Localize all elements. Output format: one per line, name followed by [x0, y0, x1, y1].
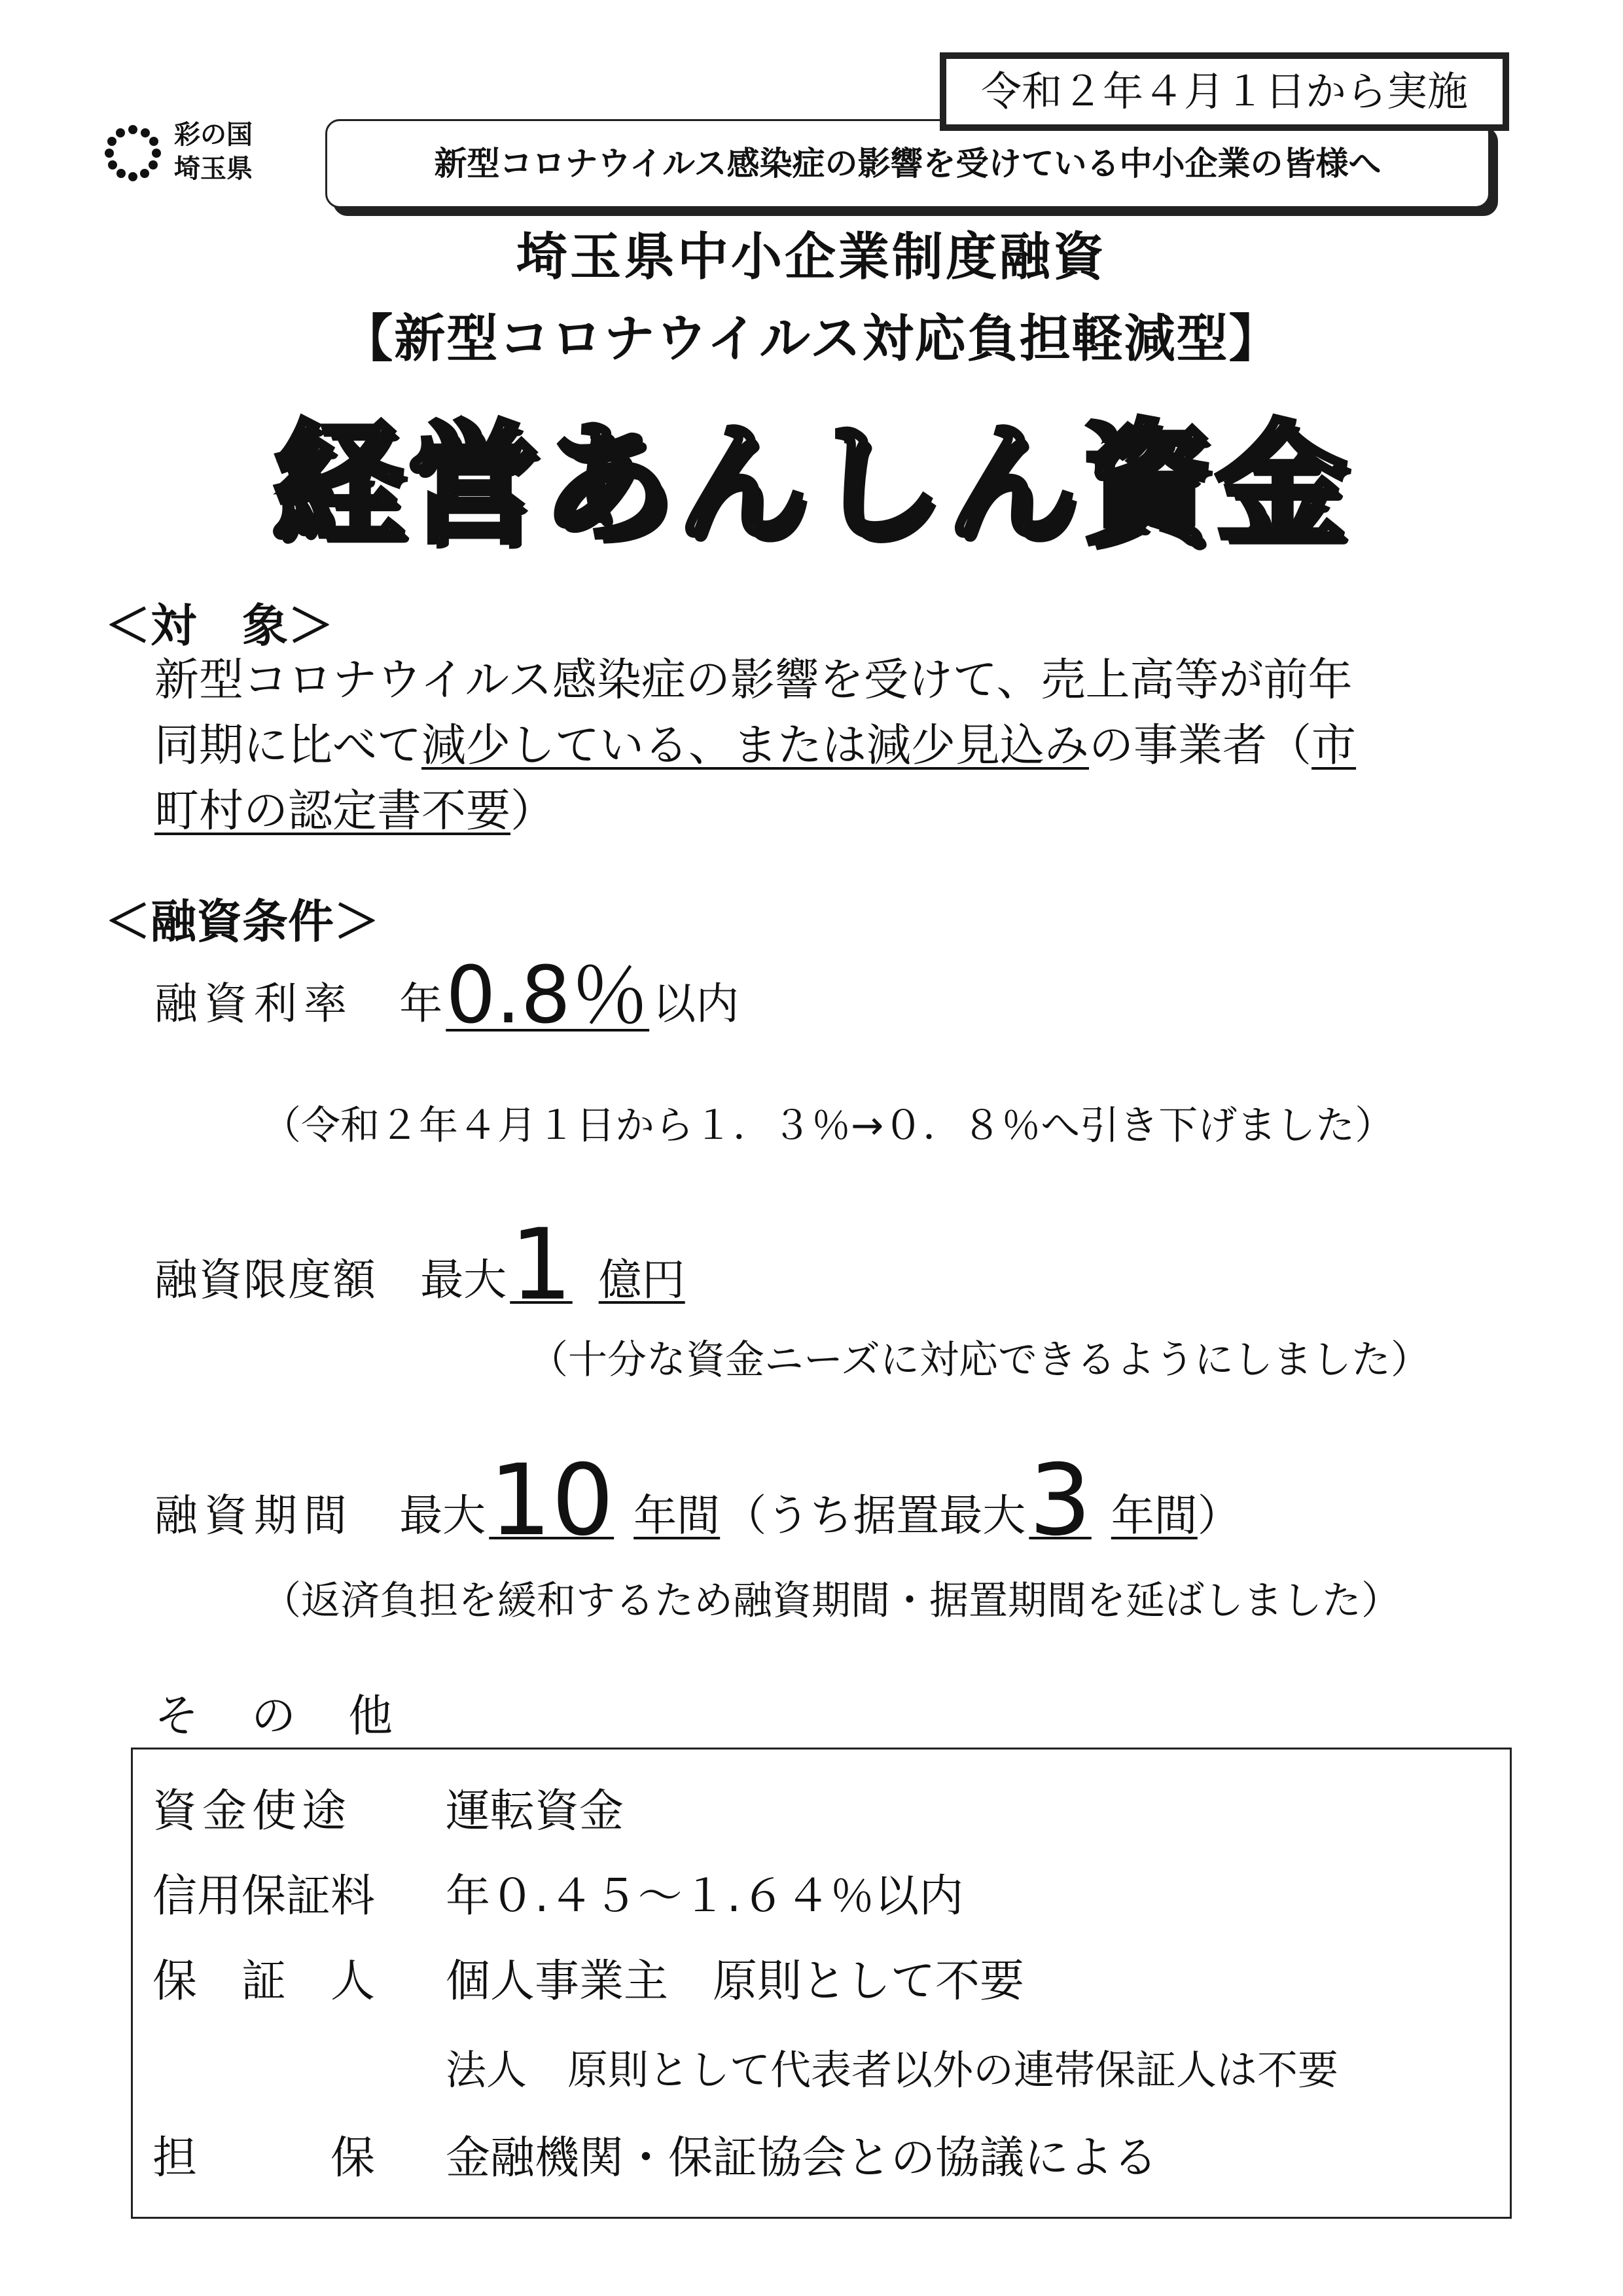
audience-banner: 新型コロナウイルス感染症の影響を受けている中小企業の皆様へ: [325, 119, 1490, 208]
target-text: の事業者（: [1089, 720, 1312, 772]
period-grace-amount: [1029, 1444, 1198, 1558]
period-unit: 年間: [633, 1490, 721, 1541]
limit-prefix: 最大: [420, 1255, 507, 1305]
period-grace-unit: 年間: [1111, 1490, 1198, 1541]
other-label: 保 証 人: [152, 1956, 376, 2007]
period-close: ）: [1197, 1490, 1241, 1541]
logo-line1: 彩の国: [174, 120, 253, 150]
limit-amount: [510, 1208, 685, 1322]
target-underlined-no-certificate: 市: [1311, 720, 1357, 772]
other-label: 信用保証料: [152, 1871, 376, 1922]
title-type: 【新型コロナウイルス対応負担軽減型】: [342, 310, 1281, 368]
period-grace-text: （うち据置最大: [723, 1490, 1026, 1541]
period-amount: [489, 1444, 721, 1558]
conditions-heading: ＜融資条件＞: [105, 895, 380, 948]
rate-suffix: 以内: [652, 978, 740, 1029]
rate-label: 融資利率: [154, 978, 353, 1029]
other-label: 資金使途: [152, 1785, 352, 1837]
target-underlined-decrease: 減少している、または減少見込み: [421, 720, 1090, 772]
other-terms-box: [131, 1748, 1512, 2219]
saitama-logo-icon: [103, 123, 162, 182]
rate-value: 0.8％: [446, 950, 650, 1041]
period-prefix: 最大: [399, 1490, 486, 1541]
title-program: 埼玉県中小企業制度融資: [516, 228, 1107, 287]
other-heading: そ の 他: [154, 1691, 397, 1742]
target-heading: ＜対 象＞: [105, 599, 334, 653]
logo-text: [174, 118, 253, 186]
period-label: 融資期間: [154, 1490, 353, 1541]
rate-note: （令和２年４月１日から１．３％→０．８％へ引き下げました）: [262, 1103, 1395, 1149]
limit-note: （十分な資金ニーズに対応できるようにしました）: [529, 1337, 1430, 1383]
period-row: [154, 1444, 1241, 1558]
other-value: 金融機関・保証協会との協議による: [446, 2132, 1158, 2184]
limit-unit: 億円: [598, 1255, 685, 1305]
rate-row: [154, 950, 740, 1041]
limit-row: [154, 1208, 685, 1322]
target-underlined-no-certificate: 町村の認定書不要: [154, 785, 511, 837]
target-line-3: [154, 779, 1356, 844]
title-fund-name: 経営あんしん資金: [272, 408, 1351, 561]
target-text: 同期に比べて: [154, 720, 422, 772]
effective-date-stamp: 令和２年４月１日から実施: [940, 52, 1509, 131]
rate-prefix: 年: [399, 978, 443, 1029]
logo-line2: 埼玉県: [174, 154, 253, 184]
other-value: 個人事業主 原則として不要: [446, 1956, 1025, 2007]
limit-label: 融資限度額: [154, 1255, 377, 1305]
other-label: 担 保: [152, 2132, 376, 2184]
target-description: [154, 648, 1356, 844]
period-grace-value: 3: [1029, 1444, 1092, 1558]
other-value: 法人 原則として代表者以外の連帯保証人は不要: [446, 2046, 1339, 2094]
target-line-2: [154, 713, 1356, 779]
target-text: ）: [510, 785, 556, 837]
target-line-1: 新型コロナウイルス感染症の影響を受けて、売上高等が前年: [154, 655, 1353, 706]
period-value: 10: [489, 1444, 615, 1558]
period-note: （返済負担を緩和するため融資期間・据置期間を延ばしました）: [262, 1578, 1400, 1624]
limit-value: 1: [510, 1208, 573, 1322]
other-value: 運転資金: [446, 1785, 624, 1837]
other-value: 年０.４５～１.６４％以内: [446, 1871, 964, 1922]
